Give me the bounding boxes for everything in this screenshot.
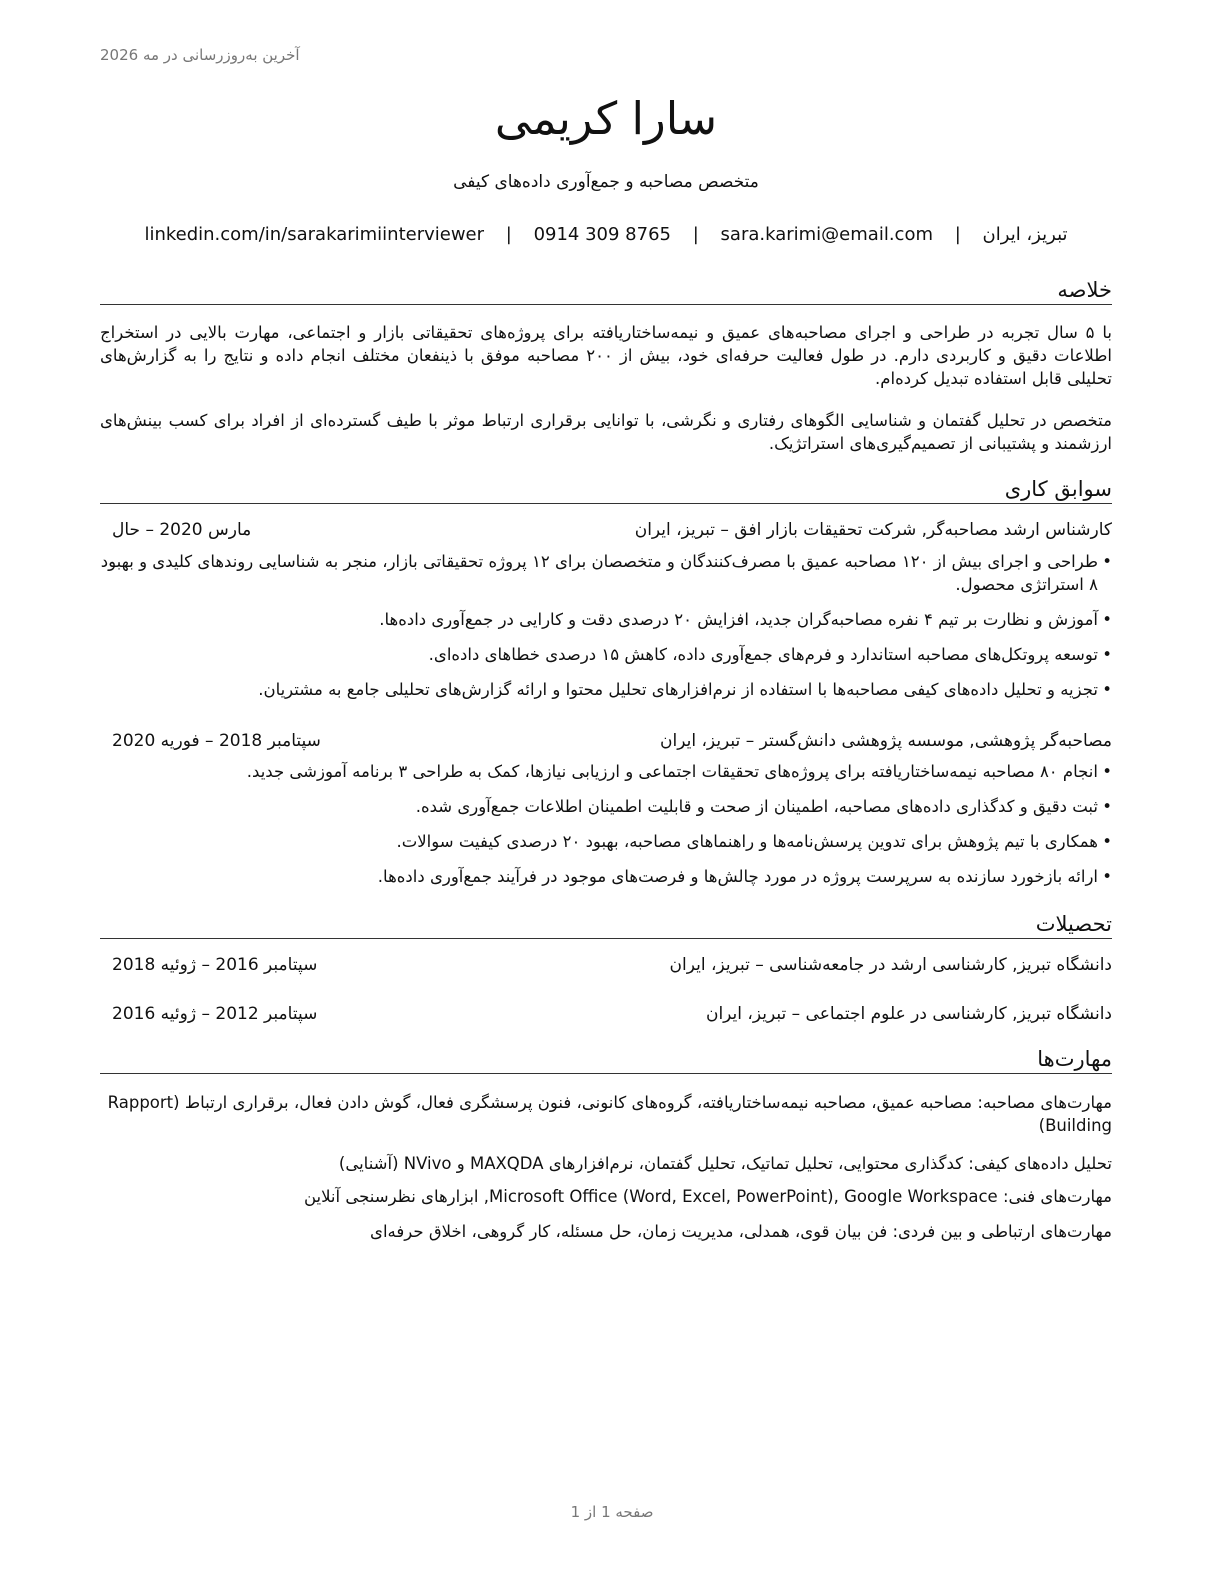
contact-separator: |: [954, 224, 961, 245]
list-item: • ثبت دقیق و کدگذاری داده‌های مصاحبه، اطمینان از صحت و قابلیت اطمینان اطلاعات جمع‌آوری شده.: [100, 795, 1112, 818]
education-heading: تحصیلات: [100, 911, 1112, 939]
contact-line: [100, 224, 1112, 245]
job-dates: سپتامبر 2018 – فوریه 2020: [112, 731, 321, 751]
list-item: • انجام ۸۰ مصاحبه نیمه‌ساختاریافته برای پروژه‌های تحقیقات اجتماعی و ارزیابی نیازها، کمک به طراحی ۳ برنامه آموزشی جدید.: [100, 760, 1112, 783]
list-item: • آموزش و نظارت بر تیم ۴ نفره مصاحبه‌گران جدید، افزایش ۲۰ درصدی دقت و کارایی در جمع‌آوری داده‌ها.: [100, 608, 1112, 631]
list-item: • همکاری با تیم پژوهش برای تدوین پرسش‌نامه‌ها و راهنماهای مصاحبه، بهبود ۲۰ درصدی کیفیت سوالات.: [100, 830, 1112, 853]
contact-phone[interactable]: 0914 309 8765: [533, 224, 671, 245]
education-item: [100, 955, 1112, 979]
skill-line: مهارت‌های مصاحبه: مصاحبه عمیق، مصاحبه نیمه‌ساختاریافته، گروه‌های کانونی، فنون پرسشگری فعال، گوش دادن فعال، برقراری ارتباط (Rapport Building): [107, 1093, 1112, 1135]
job-role: کارشناس ارشد مصاحبه‌گر, شرکت تحقیقات بازار افق – تبریز، ایران: [634, 520, 1112, 540]
summary-paragraph: با ۵ سال تجربه در طراحی و اجرای مصاحبه‌های عمیق و نیمه‌ساختاریافته برای پروژه‌های تحقیقاتی بازار و اجتماعی، مهارت بالایی در استخراج اطلاعات دقیق و کاربردی دارم. در طول فعالیت حرفه‌ای خود، بیش از ۲۰۰ مصاحبه موفق با ذینفعان مختلف انجام داده و نتایج را به گزارش‌های تحلیلی قابل استفاده تبدیل کرده‌ام.: [100, 323, 1112, 388]
education-degree: دانشگاه تبریز, کارشناسی ارشد در جامعه‌شناسی – تبریز، ایران: [669, 955, 1112, 975]
education-dates: سپتامبر 2016 – ژوئیه 2018: [112, 955, 318, 975]
last-updated-note: آخرین به‌روزرسانی در مه 2026: [100, 46, 300, 64]
page-number: صفحه 1 از 1: [570, 1503, 654, 1521]
job-bullets: [100, 550, 1112, 713]
job-bullets: [100, 760, 1112, 900]
list-item: • توسعه پروتکل‌های مصاحبه استاندارد و فرم‌های جمع‌آوری داده، کاهش ۱۵ درصدی خطاهای داده‌ای.: [100, 643, 1112, 666]
experience-heading: سوابق کاری: [100, 476, 1112, 504]
job-dates: مارس 2020 – حال: [112, 520, 252, 540]
skill-line: مهارت‌های فنی: Microsoft Office (Word, Excel, PowerPoint), Google Workspace, ابزارهای نظرسنجی آنلاین: [303, 1187, 1112, 1206]
contact-linkedin[interactable]: linkedin.com/in/sarakarimiinterviewer: [144, 224, 485, 245]
resume-page: [100, 0, 1112, 1584]
skills-heading: مهارت‌ها: [100, 1046, 1112, 1074]
list-item: • تجزیه و تحلیل داده‌های کیفی مصاحبه‌ها با استفاده از نرم‌افزارهای تحلیل محتوا و ارائه گزارش‌های تحلیلی جامع به مشتریان.: [100, 678, 1112, 701]
contact-separator: |: [505, 224, 512, 245]
contact-separator: |: [692, 224, 699, 245]
skill-line: تحلیل داده‌های کیفی: کدگذاری محتوایی، تحلیل تماتیک، تحلیل گفتمان، نرم‌افزارهای MAXQDA و NVivo (آشنایی): [338, 1154, 1112, 1173]
candidate-title: متخصص مصاحبه و جمع‌آوری داده‌های کیفی: [453, 172, 759, 192]
education-item: [100, 1004, 1112, 1028]
job-role: مصاحبه‌گر پژوهشی, موسسه پژوهشی دانش‌گستر – تبریز، ایران: [660, 731, 1112, 751]
list-item: • طراحی و اجرای بیش از ۱۲۰ مصاحبه عمیق با مصرف‌کنندگان و متخصصان برای ۱۲ پروژه تحقیقاتی بازار، منجر به شناسایی روندهای کلیدی و بهبود ۸ استراتژی محصول.: [100, 550, 1112, 596]
summary-heading: خلاصه: [100, 277, 1112, 305]
education-degree: دانشگاه تبریز, کارشناسی در علوم اجتماعی – تبریز، ایران: [705, 1004, 1112, 1024]
summary-paragraph: متخصص در تحلیل گفتمان و شناسایی الگوهای رفتاری و نگرشی، با توانایی برقراری ارتباط موثر با طیف گسترده‌ای از افراد برای کسب بینش‌های ارزشمند و پشتیبانی از تصمیم‌گیری‌های استراتژیک.: [100, 411, 1112, 453]
contact-location: تبریز، ایران: [982, 224, 1068, 245]
contact-email[interactable]: sara.karimi@email.com: [720, 224, 933, 245]
candidate-name: سارا کریمی: [494, 92, 718, 145]
education-dates: سپتامبر 2012 – ژوئیه 2016: [112, 1004, 318, 1024]
list-item: • ارائه بازخورد سازنده به سرپرست پروژه در مورد چالش‌ها و فرصت‌های موجود در فرآیند جمع‌آوری داده‌ها.: [100, 865, 1112, 888]
job-header: [100, 520, 1112, 544]
job-header: [100, 731, 1112, 755]
skill-line: مهارت‌های ارتباطی و بین فردی: فن بیان قوی، همدلی، مدیریت زمان، حل مسئله، کار گروهی، اخلاق حرفه‌ای: [370, 1222, 1112, 1241]
